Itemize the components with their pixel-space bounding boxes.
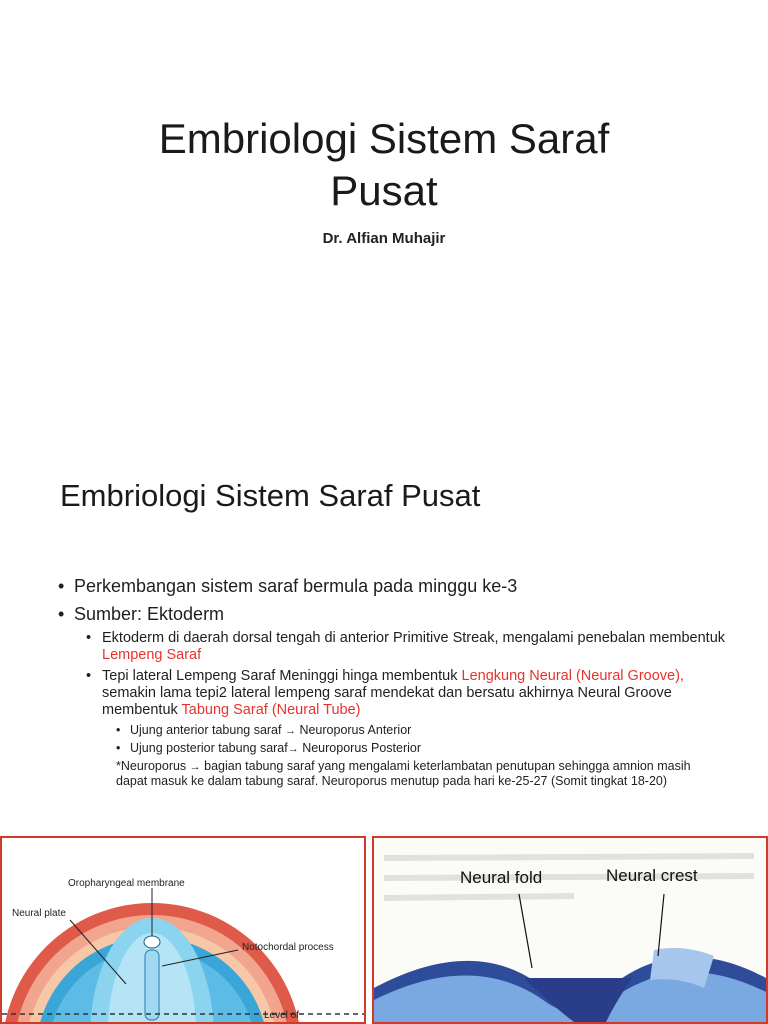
sub-sub-bullet-text: Ujung posterior tabung saraf [130, 741, 288, 755]
footnote [116, 759, 716, 788]
figure-slide [0, 832, 768, 1024]
embryo-disc-figure [0, 836, 366, 1024]
label-notochordal-process: Notochordal process [242, 942, 334, 953]
slide-title-line2: Pusat [330, 167, 438, 214]
highlight-neural-tube: Tabung Saraf (Neural Tube) [181, 702, 361, 718]
sub-sub-bullet-item [116, 740, 716, 757]
highlight-neural-groove: Lengkung Neural (Neural Groove), [461, 668, 684, 684]
slide-title [0, 113, 768, 217]
sub-bullet-item [86, 630, 726, 664]
sub-bullet-text-cont: semakin lama tepi2 lateral lempeng saraf mendekat dan bersatu akhirnya Neural Groove membentuk [102, 685, 672, 718]
neural-fold-illustration [374, 838, 766, 1022]
highlight-lempeng-saraf: Lempeng Saraf [102, 647, 202, 663]
content-slide [0, 432, 768, 832]
sub-bullet-text: Tepi lateral Lempeng Saraf Meninggi hinga membentuk [102, 668, 462, 684]
bullet-item [58, 574, 748, 598]
sub-bullet-text: Ektoderm di daerah dorsal tengah di anterior Primitive Streak, mengalami penebalan membentuk [102, 630, 726, 646]
sub-sub-bullet-item [116, 722, 716, 739]
title-slide [0, 0, 768, 432]
label-level-of: Level of [264, 1010, 300, 1021]
content-slide-title: Embriologi Sistem Saraf Pusat [60, 478, 481, 513]
oropharyngeal-membrane-shape [144, 936, 160, 948]
embryo-disc-illustration [2, 838, 364, 1022]
arrow-right-icon: → [189, 761, 201, 773]
slide-subtitle: Dr. Alfian Muhajir [322, 230, 446, 247]
footnote-text-cont: bagian tabung saraf yang mengalami keterlambatan penutupan sehingga amnion masih dapat masuk ke dalam tabung saraf. Neuroporus menutup pada hari ke-25-27 (Somit tingkat 18-20) [116, 759, 691, 788]
bullet-dot: • [58, 604, 65, 624]
sub-bullet-item [86, 668, 726, 719]
bullet-dot: • [86, 668, 92, 684]
slide-title-line1: Embriologi Sistem Saraf [158, 115, 610, 162]
sub-sub-bullet-text-cont: Neuroporus Anterior [295, 723, 412, 737]
bullet-text: Sumber: Ektoderm [74, 604, 225, 624]
sub-sub-bullet-text: Ujung anterior tabung saraf [130, 723, 285, 737]
arrow-right-icon: → [284, 725, 296, 737]
label-neural-plate: Neural plate [12, 908, 66, 919]
footnote-text: *Neuroporus [116, 759, 190, 773]
bullet-item [58, 602, 748, 626]
notochordal-process-shape [145, 950, 159, 1020]
bullet-text: Perkembangan sistem saraf bermula pada minggu ke-3 [74, 576, 518, 596]
sub-sub-bullet-text-cont: Neuroporus Posterior [298, 741, 422, 755]
label-neural-fold: Neural fold [460, 868, 543, 887]
label-neural-crest: Neural crest [606, 866, 698, 885]
bullet-dot: • [116, 741, 121, 755]
bullet-dot: • [116, 723, 121, 737]
neural-fold-figure [372, 836, 768, 1024]
bullet-dot: • [86, 630, 92, 646]
bullet-dot: • [58, 576, 65, 596]
label-oropharyngeal-membrane: Oropharyngeal membrane [68, 878, 185, 889]
arrow-right-icon: → [287, 743, 299, 755]
